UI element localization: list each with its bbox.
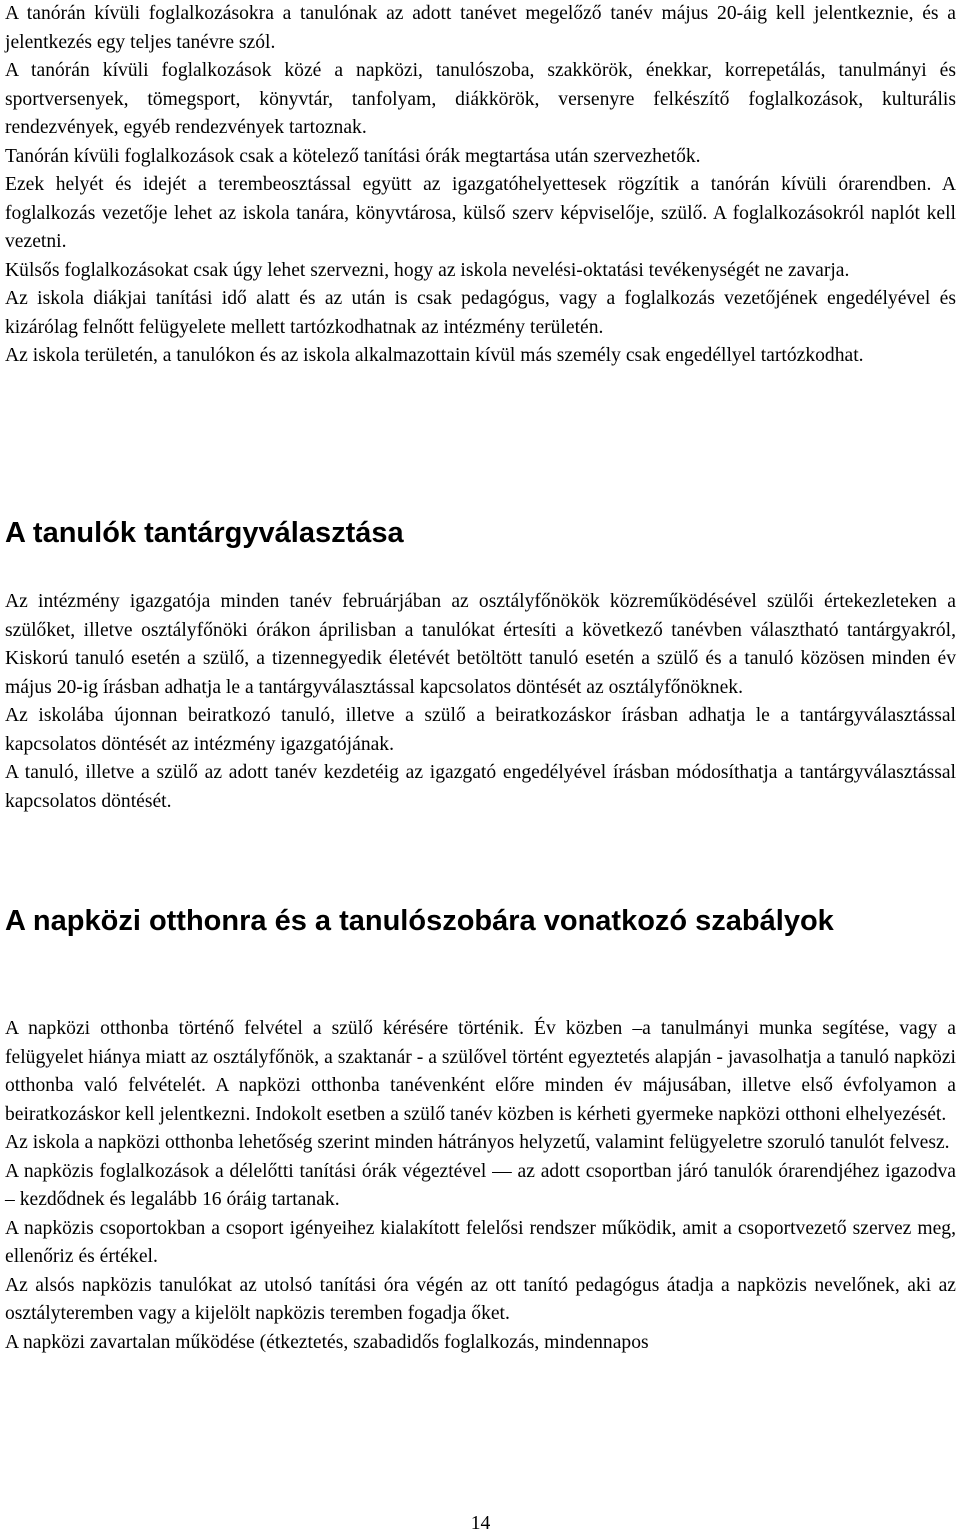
subject-choice-section: [5, 588, 956, 816]
paragraph: Tanórán kívüli foglalkozások csak a kötelező tanítási órák megtartása után szervezhetők.: [5, 145, 701, 167]
paragraph: Külsős foglalkozásokat csak úgy lehet szervezni, hogy az iskola nevelési-oktatási tevékenységét ne zavarja.: [5, 259, 850, 281]
paragraph: A napközis csoportokban a csoport igényeihez kialakított felelősi rendszer működik, amit a csoportvezető szervez meg, ellenőriz és értékel.: [5, 1217, 956, 1267]
daycare-section: [5, 1015, 956, 1357]
section-heading-daycare: A napközi otthonra és a tanulószobára vonatkozó szabályok: [5, 905, 834, 937]
page-number: 14: [470, 1513, 491, 1534]
paragraph: Ezek helyét és idejét a terembeosztással együtt az igazgatóhelyettesek rögzítik a tanórán kívüli órarendben. A foglalkozás vezetője lehet az iskola tanára, könyvtárosa, külső szerv képviselője, szülő. A foglalkozásokról naplót kell vezetni.: [5, 174, 956, 252]
paragraph: A tanuló, illetve a szülő az adott tanév kezdetéig az igazgató engedélyével írásban módosíthatja a tantárgyválasztással kapcsolatos döntését.: [5, 762, 956, 812]
document-page: [5, 0, 956, 1537]
paragraph: A tanórán kívüli foglalkozásokra a tanulónak az adott tanévet megelőző tanév május 20-áig kell jelentkeznie, és a jelentkezés egy teljes tanévre szól.: [5, 3, 956, 53]
paragraph: Az iskolába újonnan beiratkozó tanuló, illetve a szülő a beiratkozáskor írásban adhatja le a tantárgyválasztással kapcsolatos döntését az intézmény igazgatójának.: [5, 705, 956, 755]
intro-section: [5, 0, 956, 371]
paragraph: Az iskola a napközi otthonba lehetőség szerint minden hátrányos helyzetű, valamint felügyeletre szoruló tanulót felvesz.: [5, 1132, 950, 1153]
paragraph: Az iskola diákjai tanítási idő alatt és az után is csak pedagógus, vagy a foglalkozás vezetőjének engedélyével és kizárólag felnőtt felügyelete mellett tartózkodhatnak az intézmény területén.: [5, 288, 956, 338]
section-heading-subject-choice: A tanulók tantárgyválasztása: [5, 517, 404, 549]
paragraph: A napközis foglalkozások a délelőtti tanítási órák végeztével — az adott csoportban járó tanulók órarendjéhez igazodva – kezdődnek és legalább 16 óráig tartanak.: [5, 1160, 956, 1210]
paragraph: A tanórán kívüli foglalkozások közé a napközi, tanulószoba, szakkörök, énekkar, korrepetálás, tanulmányi és sportversenyek, tömegsport, könyvtár, tanfolyam, diákkörök, versenyre felkészítő foglalkozások, kulturális rendezvények, egyéb rendezvények tartoznak.: [5, 60, 956, 138]
paragraph: Az alsós napközis tanulókat az utolsó tanítási óra végén az ott tanító pedagógus átadja a napközis nevelőnek, aki az osztályteremben vagy a kijelölt napközis teremben fogadja őket.: [5, 1274, 956, 1324]
paragraph: A napközi zavartalan működése (étkeztetés, szabadidős foglalkozás, mindennapos: [5, 1331, 649, 1353]
paragraph: Az intézmény igazgatója minden tanév februárjában az osztályfőnökök közreműködésével szülői értekezleteken a szülőket, illetve osztályfőnöki órákon áprilisban a tanulókat értesíti a következő tanévben választható tantárgyakról, Kiskorú tanuló esetén a szülő, a tizennegyedik életévét betöltött tanuló esetén a szülő és a tanuló közösen minden év május 20-ig írásban adhatja le a tantárgyválasztással kapcsolatos döntését az osztályfőnöknek.: [5, 591, 956, 698]
paragraph: A napközi otthonba történő felvétel a szülő kérésére történik. Év közben –a tanulmányi munka segítése, vagy a felügyelet hiánya miatt az osztályfőnök, a szaktanár - a szülővel történt egyeztetés alapján - javasolhatja a tanuló napközi otthonba való felvételét. A napközi otthonba tanévenként előre minden év májusában, illetve első évfolyamon a beiratkozáskor kell jelentkezni. Indokolt esetben a szülő tanév közben is kérheti gyermeke napközi otthoni elhelyezését.: [5, 1018, 956, 1125]
paragraph: Az iskola területén, a tanulókon és az iskola alkalmazottain kívül más személy csak engedéllyel tartózkodhat.: [5, 345, 864, 366]
